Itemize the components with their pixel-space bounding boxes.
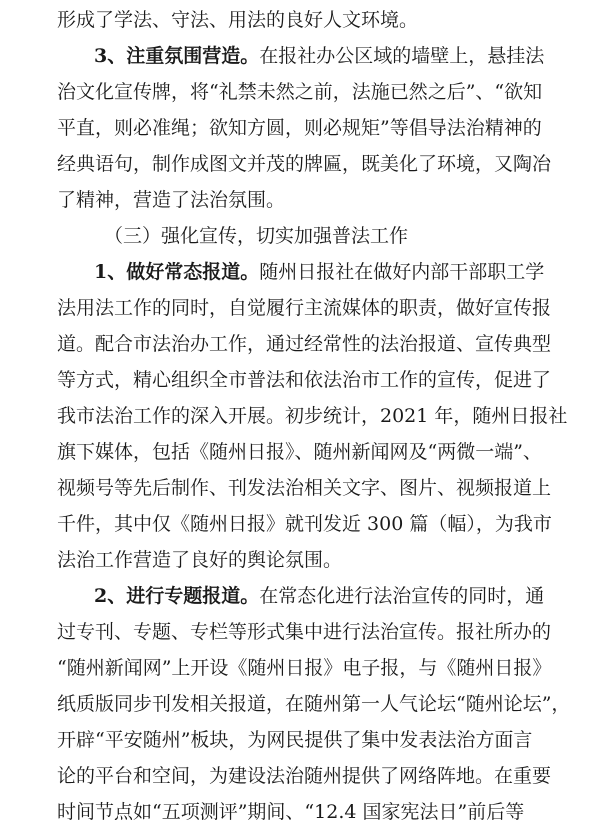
paragraph-line bbox=[57, 694, 570, 714]
paragraph-line bbox=[57, 550, 342, 570]
line-text: 了精神，营造了法治氛围。 bbox=[57, 189, 286, 211]
paragraph-line bbox=[57, 802, 524, 822]
line-text: 平直，则必准绳；欲知方圆，则必规矩”等倡导法治精神的 bbox=[57, 117, 542, 139]
line-text: 时间节点如“五项测评”期间、“12.4 国家宪法日”前后等 bbox=[57, 801, 525, 823]
line-text: 在报社办公区域的墙壁上，悬挂法 bbox=[259, 45, 545, 67]
paragraph-line bbox=[57, 514, 552, 534]
line-text: 纸质版同步刊发相关报道，在随州第一人气论坛“随州论坛”， bbox=[57, 693, 571, 715]
paragraph-line bbox=[94, 586, 544, 606]
paragraph-line bbox=[57, 154, 551, 174]
paragraph-line bbox=[94, 46, 544, 66]
subsection-heading bbox=[104, 226, 408, 246]
line-text: 道。配合市法治办工作，通过经常性的法治报道、宣传典型 bbox=[57, 333, 552, 355]
paragraph-line bbox=[57, 730, 532, 750]
line-text: 法治工作营造了良好的舆论氛围。 bbox=[57, 549, 343, 571]
line-text: 过专刊、专题、专栏等形式集中进行法治宣传。报社所办的 bbox=[57, 621, 552, 643]
line-text: 视频号等先后制作、刊发法治相关文字、图片、视频报道上 bbox=[57, 477, 552, 499]
paragraph-line bbox=[57, 766, 551, 786]
paragraph-line bbox=[57, 658, 551, 678]
paragraph-line bbox=[57, 298, 551, 318]
paragraph-line bbox=[57, 334, 551, 354]
line-text: 随州日报社在做好内部干部职工学 bbox=[259, 261, 545, 283]
line-text: （三）强化宣传，切实加强普法工作 bbox=[104, 225, 409, 247]
line-text: 千件，其中仅《随州日报》就刊发近 300 篇（幅），为我市 bbox=[57, 513, 552, 535]
line-text: 我市法治工作的深入开展。初步统计，2021 年，随州日报社 bbox=[57, 405, 568, 427]
paragraph-line bbox=[94, 262, 544, 282]
line-text: 论的平台和空间，为建设法治随州提供了网络阵地。在重要 bbox=[57, 765, 552, 787]
line-text: 经典语句，制作成图文并茂的牌匾，既美化了环境，又陶冶 bbox=[57, 153, 552, 175]
paragraph-line bbox=[57, 10, 418, 30]
paragraph-line bbox=[57, 442, 542, 462]
paragraph-line bbox=[57, 478, 551, 498]
paragraph-line bbox=[57, 82, 542, 102]
paragraph-line bbox=[57, 370, 551, 390]
line-text: 开辟“平安随州”板块，为网民提供了集中发表法治方面言 bbox=[57, 729, 533, 751]
line-text: 法用法工作的同时，自觉履行主流媒体的职责，做好宣传报 bbox=[57, 297, 552, 319]
paragraph-line bbox=[57, 622, 551, 642]
line-text: 治文化宣传牌，将“礼禁未然之前，法施已然之后”、“欲知 bbox=[57, 81, 543, 103]
line-text: “随州新闻网”上开设《随州日报》电子报，与《随州日报》 bbox=[57, 657, 552, 679]
line-text: 旗下媒体，包括《随州日报》、随州新闻网及“两微一端”、 bbox=[57, 441, 542, 463]
paragraph-line bbox=[57, 406, 567, 426]
line-text: 形成了学法、守法、用法的良好人文环境。 bbox=[57, 9, 419, 31]
line-text: 在常态化进行法治宣传的同时，通 bbox=[259, 585, 545, 607]
section-heading: 1、做好常态报道。 bbox=[94, 261, 260, 283]
paragraph-line bbox=[57, 118, 542, 138]
paragraph-line bbox=[57, 190, 285, 210]
section-heading: 2、进行专题报道。 bbox=[94, 585, 260, 607]
line-text: 等方式，精心组织全市普法和依法治市工作的宣传，促进了 bbox=[57, 369, 552, 391]
section-heading: 3、注重氛围营造。 bbox=[94, 45, 260, 67]
